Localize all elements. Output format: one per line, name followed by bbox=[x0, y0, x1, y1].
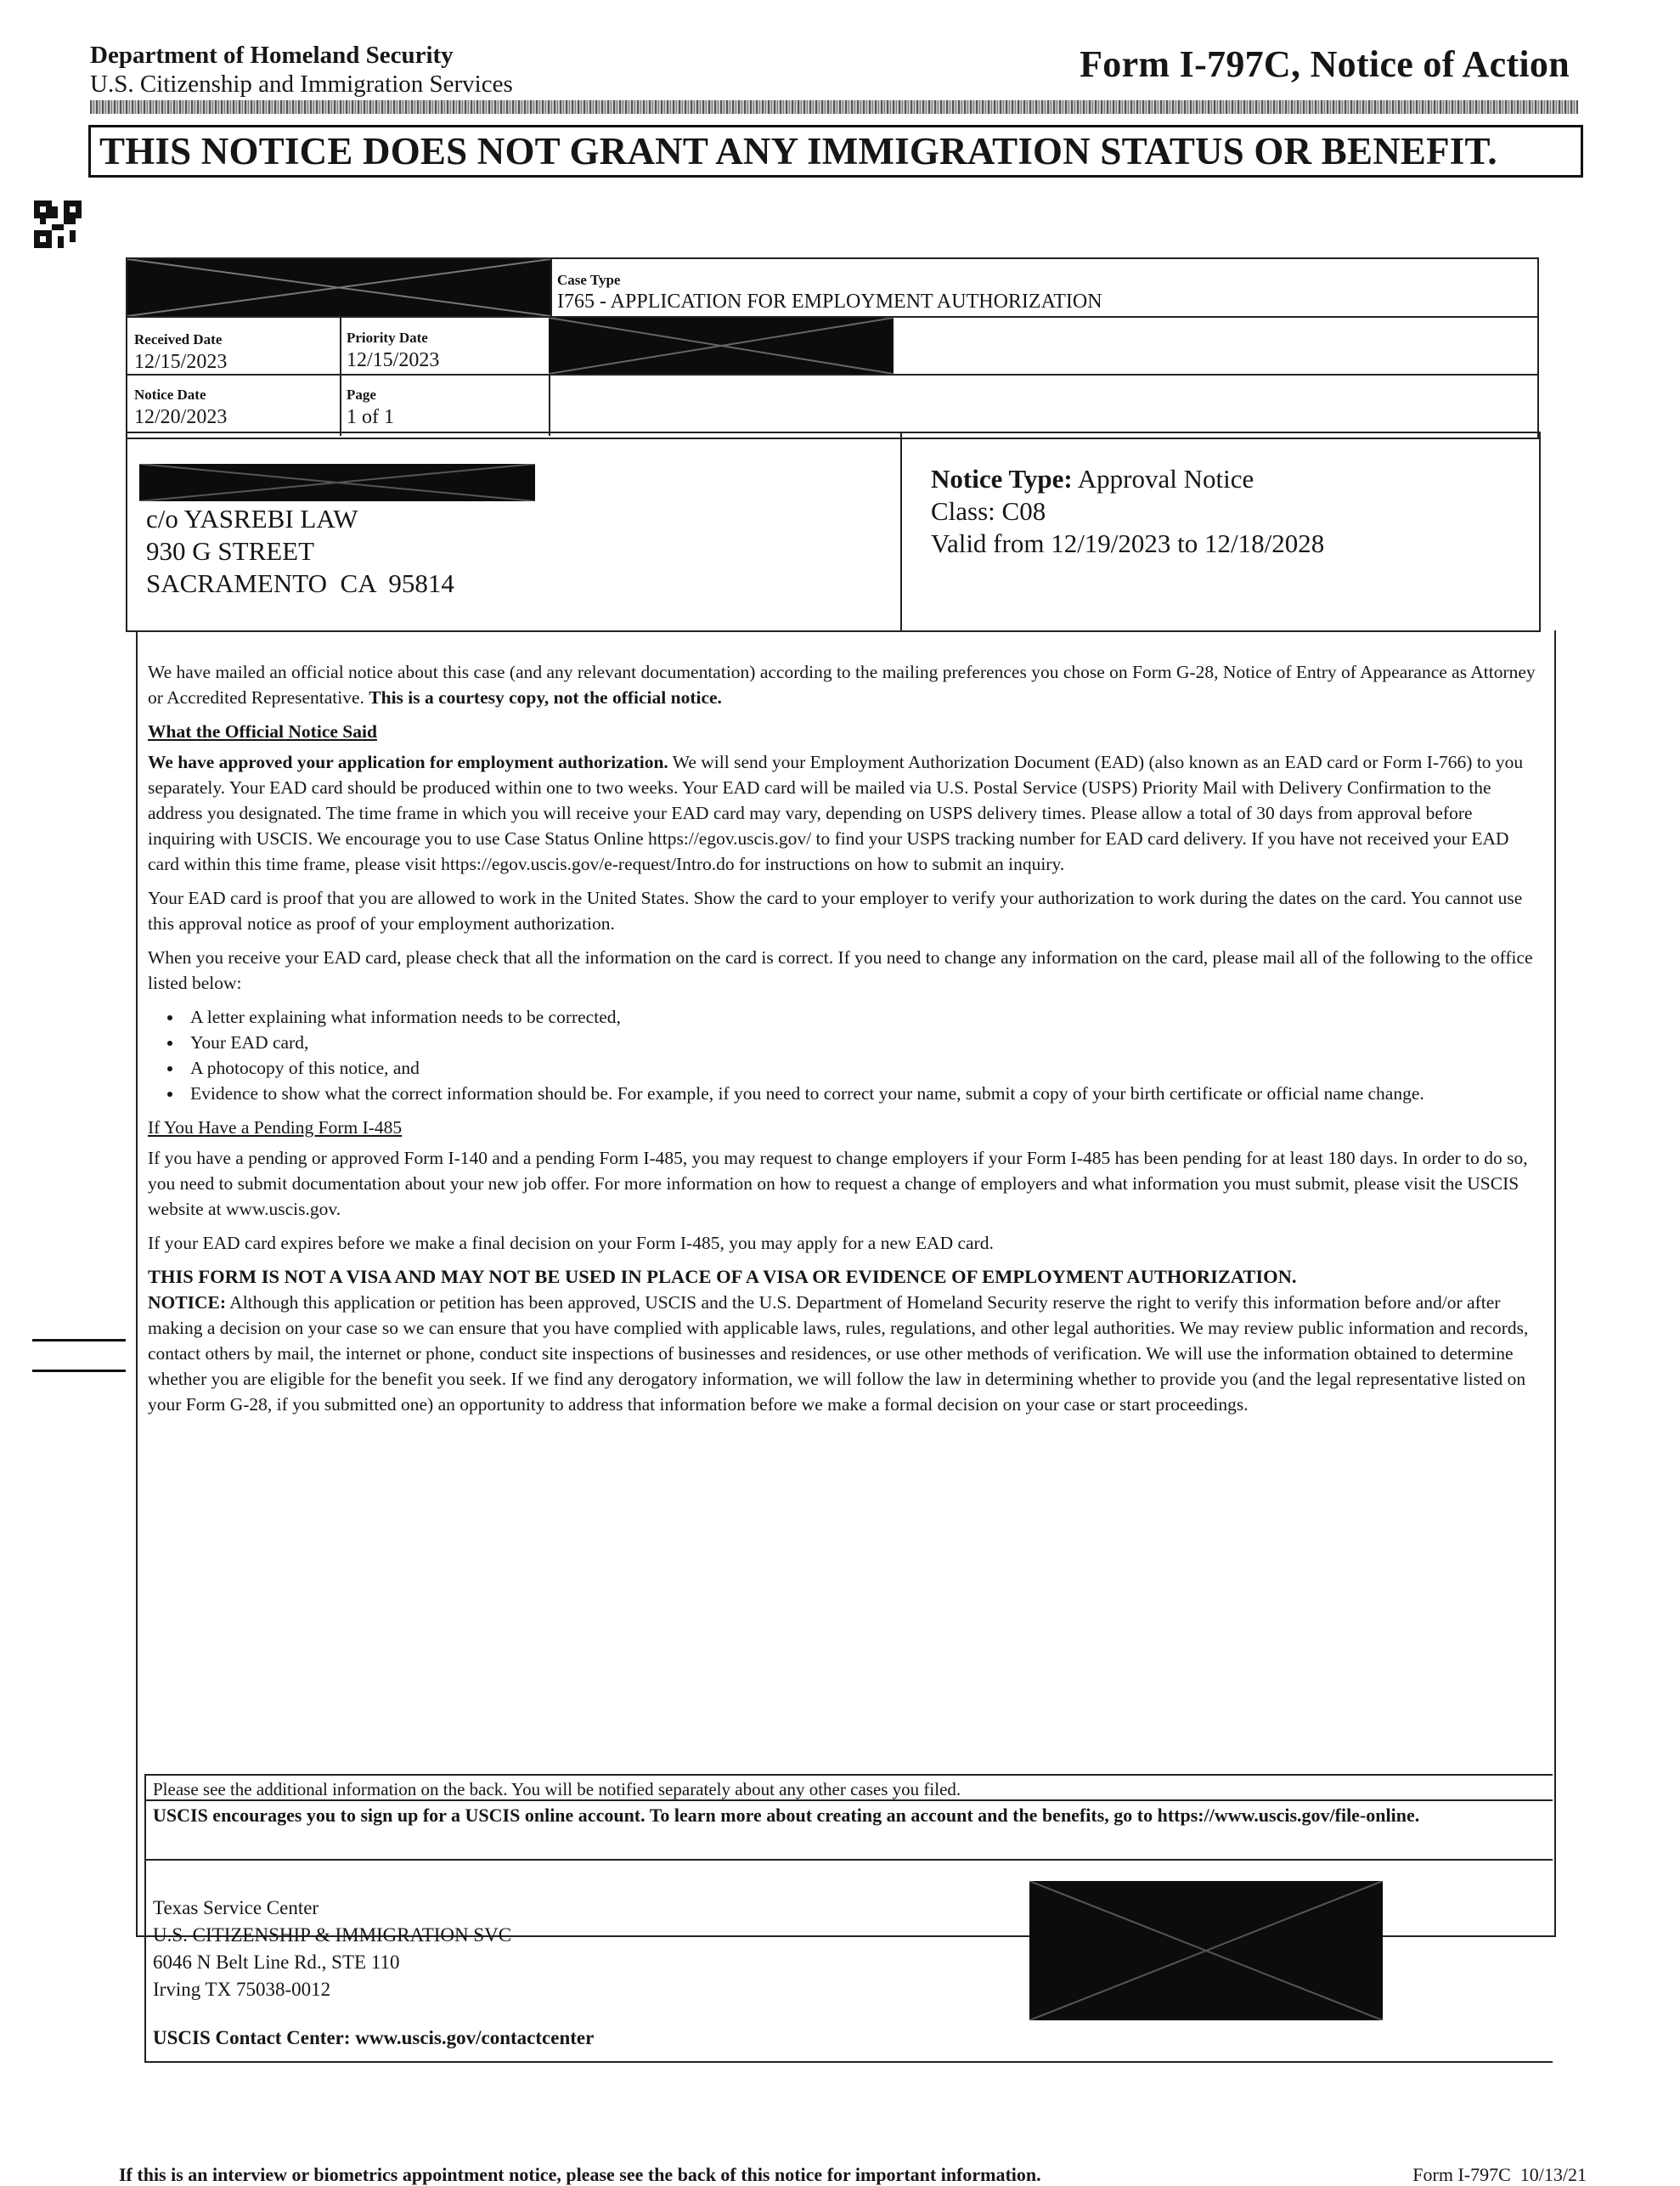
received-date-value: 12/15/2023 bbox=[134, 351, 228, 373]
col-divider bbox=[340, 317, 341, 436]
footer-bottom-border bbox=[144, 2061, 1553, 2063]
proof-paragraph: Your EAD card is proof that you are allowed to work in the United States. Show the card to your employer to verify your authorization to work during the dates on the card. You cannot use this approval notice as proof of your employment authorization. bbox=[148, 888, 1523, 934]
class-code: Class: C08 bbox=[931, 496, 1046, 526]
expires-paragraph: If your EAD card expires before we make a final decision on your Form I-485, you may apply for a new EAD card. bbox=[148, 1233, 994, 1253]
form-number: Form I-797C 10/13/21 bbox=[1412, 2164, 1587, 2185]
redacted-applicant-number bbox=[549, 318, 894, 374]
address-line: 930 G STREET bbox=[146, 536, 315, 566]
case-type-value: I765 - APPLICATION FOR EMPLOYMENT AUTHORIZATION bbox=[557, 291, 1102, 313]
online-account-note: USCIS encourages you to sign up for a USCIS online account. To learn more about creating an account and the benefits, go to https://www.uscis.gov/file-online. bbox=[153, 1805, 1420, 1826]
redacted-barcode bbox=[1029, 1881, 1383, 2020]
notice-type-label: Notice Type: bbox=[931, 464, 1073, 494]
list-item: • A letter explaining what information needs to be corrected, bbox=[183, 1004, 1541, 1030]
heading-official-notice: What the Official Notice Said bbox=[148, 721, 377, 742]
approval-paragraph: We have approved your application for employment authorization. We will send your Employment Authorization Document (EAD) (also known as an EAD card or Form I-766) to you separately. Your EAD card should be produced within one to two weeks. Your EAD card will be mailed via U.S. Postal Service (USPS) Priority Mail with Delivery Confirmation to the address you designated. The time frame in which you will receive your EAD card may vary, depending on USPS delivery times. Please allow a total of 30 days from approval before inquiring with USCIS. We encourage you to use Case Status Online https://egov.uscis.gov/ to find your USPS tracking number for EAD card delivery. If you have not received your EAD card within this time frame, please visit https://egov.uscis.gov/e-request/Intro.do for instructions on how to submit an inquiry. bbox=[148, 752, 1524, 874]
notice-body bbox=[148, 659, 1541, 1426]
service-center-address bbox=[153, 1895, 511, 2003]
pending-paragraph: If you have a pending or approved Form I-140 and a pending Form I-485, you may request to change employers if your Form I-485 has been pending for at least 180 days. In order to do so, you need to submit documentation about your new job offer. For more information on how to request a change of employers and what information you must submit, please visit the USCIS website at www.uscis.gov. bbox=[148, 1148, 1528, 1219]
priority-date-label: Priority Date bbox=[347, 330, 428, 346]
not-a-visa-statement: THIS FORM IS NOT A VISA AND MAY NOT BE USED IN PLACE OF A VISA OR EVIDENCE OF EMPLOYMENT AUTHORIZATION. bbox=[148, 1266, 1297, 1287]
mailing-address bbox=[146, 503, 454, 600]
row-divider bbox=[126, 374, 1537, 376]
redacted-recipient-name bbox=[139, 464, 535, 501]
redacted-receipt-number bbox=[127, 259, 550, 316]
page-value: 1 of 1 bbox=[347, 406, 394, 428]
contact-center: USCIS Contact Center: www.uscis.gov/contactcenter bbox=[153, 2027, 595, 2048]
list-item: • Your EAD card, bbox=[183, 1030, 1541, 1055]
footer-divider bbox=[144, 1774, 1553, 1776]
qr-code-icon bbox=[34, 201, 82, 248]
office-line: Texas Service Center bbox=[153, 1897, 319, 1918]
validity-period: Valid from 12/19/2023 to 12/18/2028 bbox=[931, 528, 1325, 558]
additional-info-note: Please see the additional information on the back. You will be notified separately about any other cases you filed. bbox=[153, 1779, 961, 1799]
address-line: c/o YASREBI LAW bbox=[146, 504, 358, 534]
received-date-label: Received Date bbox=[134, 331, 223, 347]
check-paragraph: When you receive your EAD card, please check that all the information on the card is correct. If you need to change any information on the card, please mail all of the following to the office listed below: bbox=[148, 947, 1533, 993]
notice-type-value: Approval Notice bbox=[1077, 464, 1254, 494]
footer-divider bbox=[144, 1859, 1553, 1861]
address-line: SACRAMENTO CA 95814 bbox=[146, 568, 454, 598]
verification-notice: NOTICE: Although this application or petition has been approved, USCIS and the U.S. Department of Homeland Security reserve the right to verify this information before and/or after making a decision on your case so we can ensure that you have complied with applicable laws, rules, regulations, and other legal authorities. We may review public information and records, contact others by mail, the internet or phone, conduct site inspections of businesses and residences, or use other methods of verification. We will use the information obtained to determine whether you are eligible for the benefit you seek. If we find any derogatory information, we will follow the law in determining whether to provide you (and the legal representative listed on your Form G-28, if you submitted one) an opportunity to address that information before we make a formal decision on your case or start proceedings. bbox=[148, 1292, 1529, 1415]
department-name: Department of Homeland Security bbox=[90, 42, 454, 69]
col-divider bbox=[900, 432, 902, 630]
header-divider bbox=[90, 100, 1578, 114]
priority-date-value: 12/15/2023 bbox=[347, 349, 440, 371]
footer-left-border bbox=[144, 1774, 146, 2063]
bottom-note: If this is an interview or biometrics appointment notice, please see the back of this notice for important information. bbox=[119, 2164, 1041, 2185]
correction-list bbox=[183, 1004, 1541, 1106]
notice-date-value: 12/20/2023 bbox=[134, 406, 228, 428]
intro-paragraph: We have mailed an official notice about this case (and any relevant documentation) according to the mailing preferences you chose on Form G-28, Notice of Entry of Appearance as Attorney or Accredited Representative. This is a courtesy copy, not the official notice. bbox=[148, 662, 1536, 708]
list-item: • A photocopy of this notice, and bbox=[183, 1055, 1541, 1081]
office-line: U.S. CITIZENSHIP & IMMIGRATION SVC bbox=[153, 1924, 512, 1946]
page-label: Page bbox=[347, 387, 376, 403]
agency-header bbox=[90, 41, 513, 99]
notice-date-label: Notice Date bbox=[134, 387, 206, 403]
form-title: Form I-797C, Notice of Action bbox=[1080, 43, 1570, 85]
notice-summary bbox=[931, 463, 1324, 560]
col-divider bbox=[550, 257, 552, 317]
margin-mark bbox=[32, 1339, 126, 1342]
heading-pending-i485: If You Have a Pending Form I-485 bbox=[148, 1117, 403, 1138]
margin-mark bbox=[32, 1370, 126, 1372]
case-type-label: Case Type bbox=[557, 272, 621, 288]
list-item: • Evidence to show what the correct information should be. For example, if you need to correct your name, submit a copy of your birth certificate or official name change. bbox=[183, 1081, 1541, 1106]
office-line: 6046 N Belt Line Rd., STE 110 bbox=[153, 1952, 400, 1973]
office-line: Irving TX 75038-0012 bbox=[153, 1979, 331, 2000]
agency-name: U.S. Citizenship and Immigration Services bbox=[90, 71, 513, 98]
warning-banner: THIS NOTICE DOES NOT GRANT ANY IMMIGRATION STATUS OR BENEFIT. bbox=[88, 125, 1583, 178]
